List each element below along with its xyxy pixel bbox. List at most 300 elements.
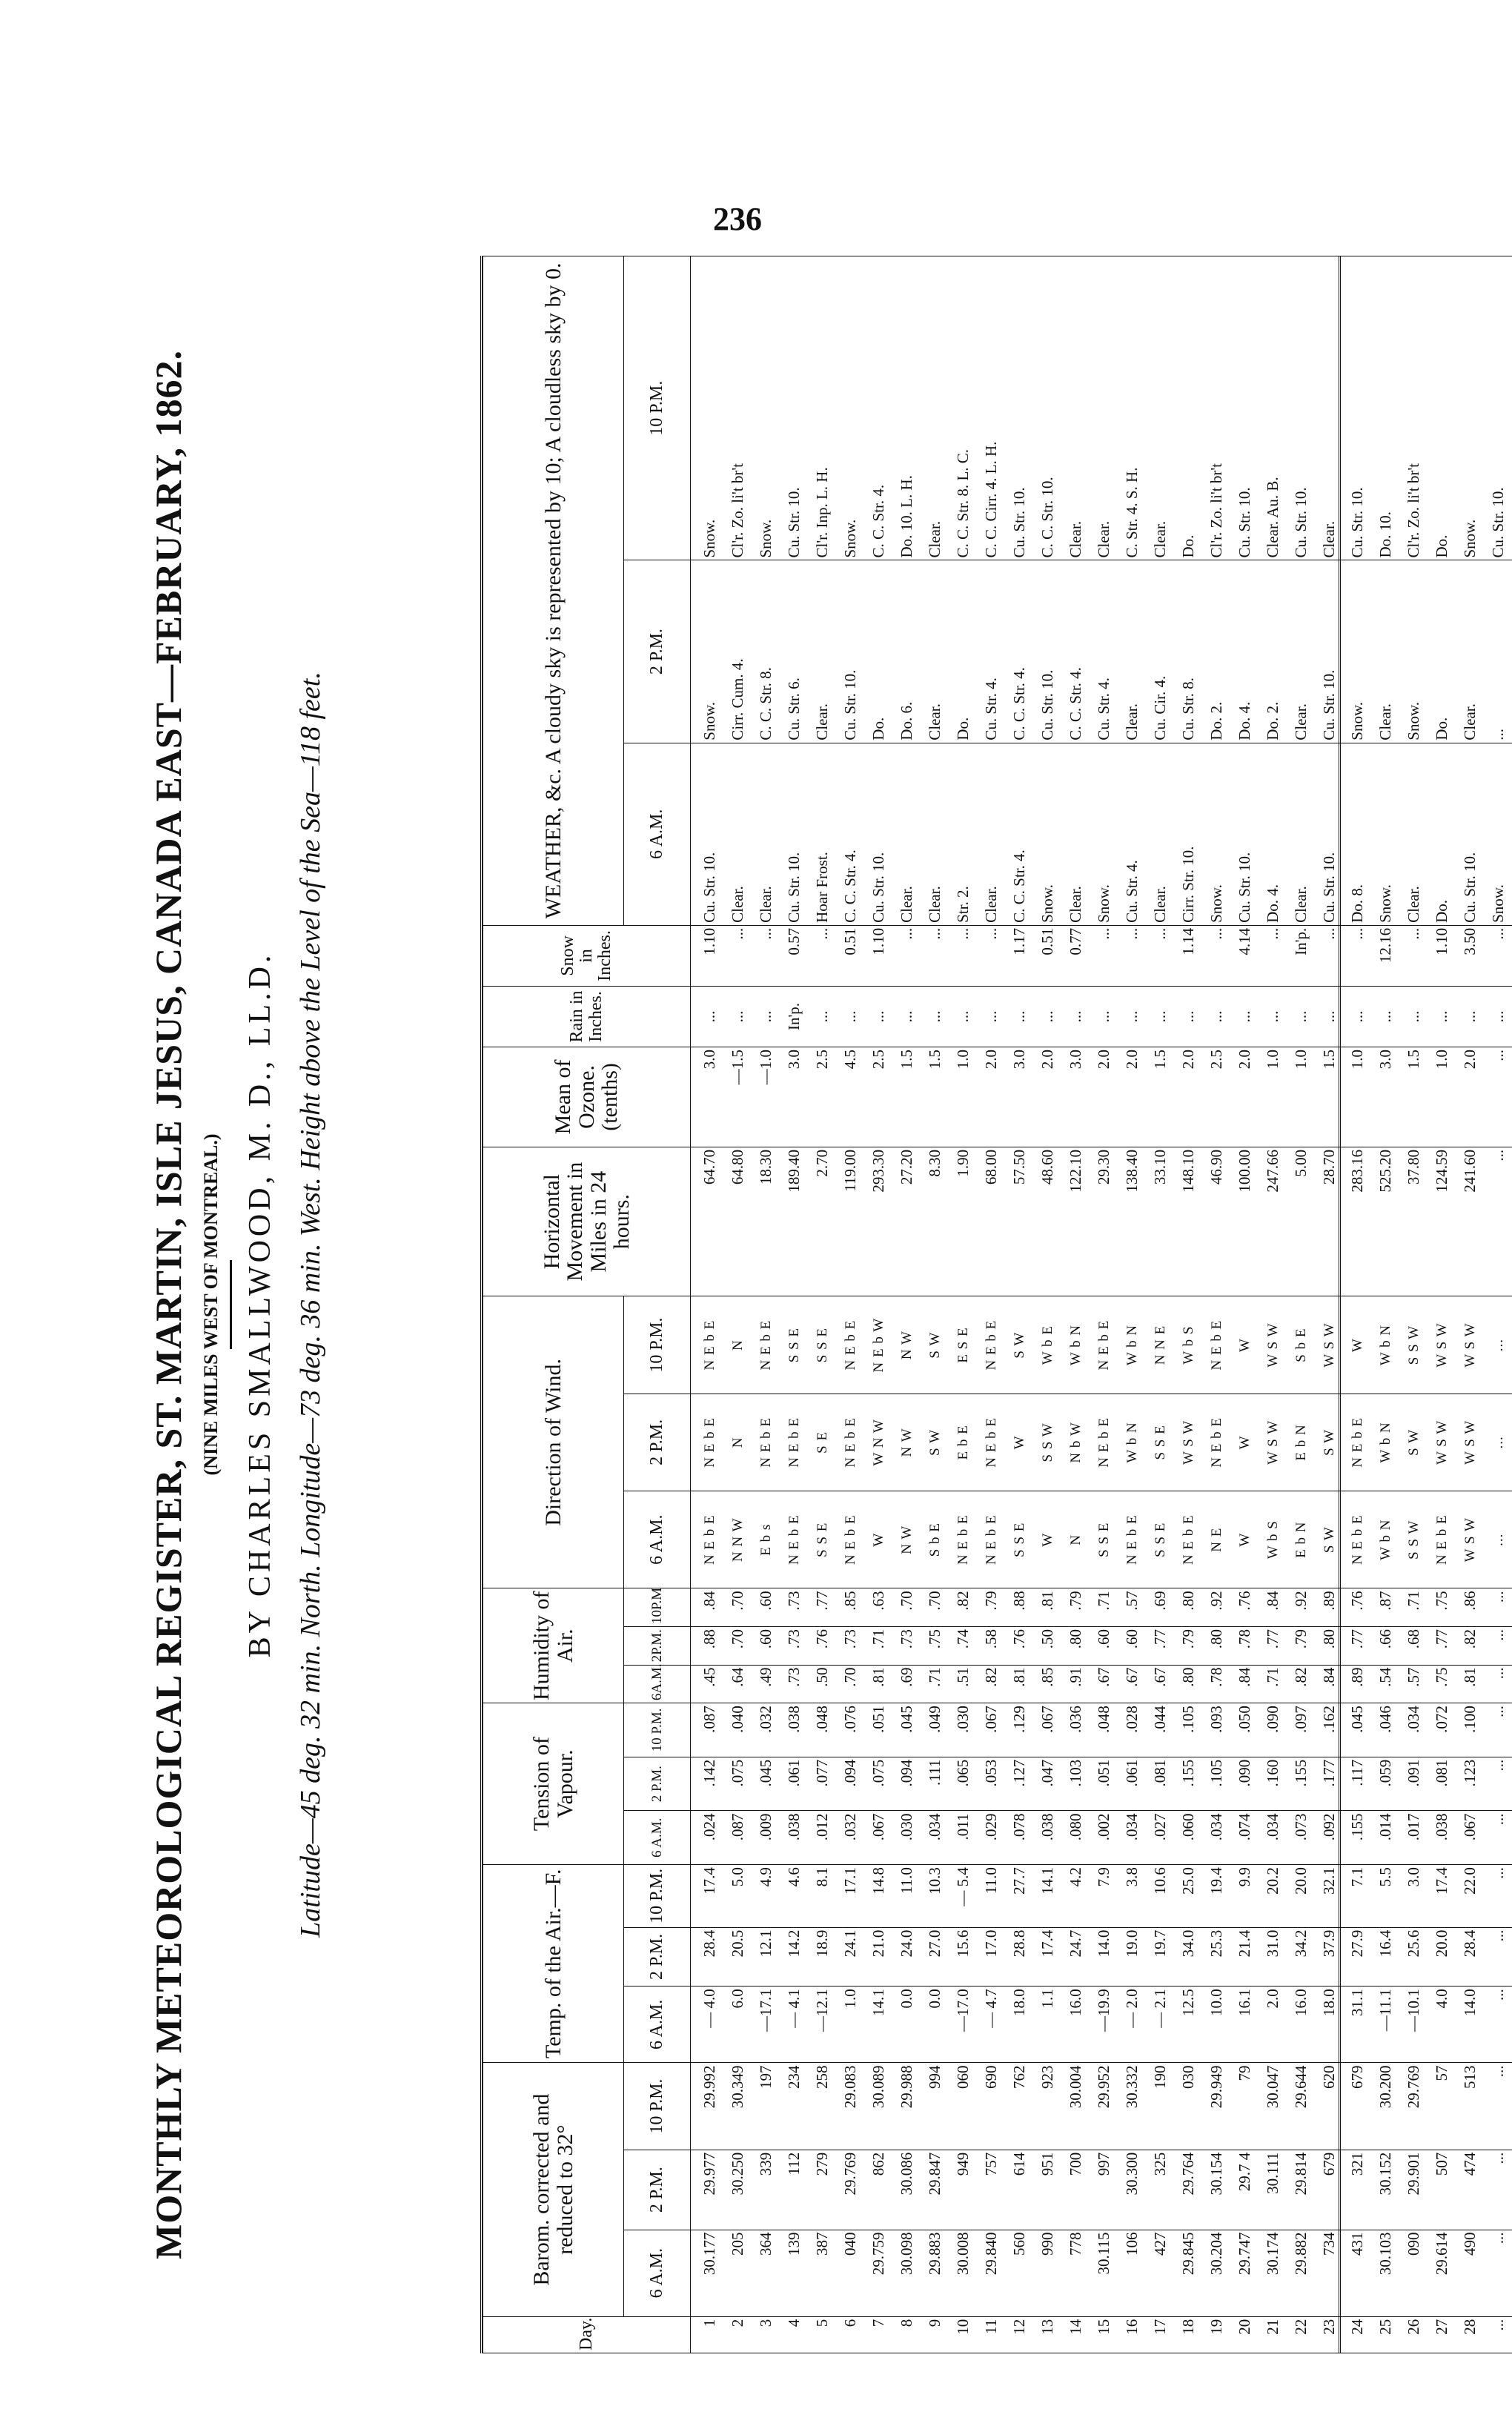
cell-barom-2pm: 29.764 <box>1174 2150 1202 2230</box>
cell-wind-6am: N E b E <box>1174 1491 1202 1588</box>
cell-rain: ... <box>949 986 977 1047</box>
cell-humidity-10pm: .57 <box>1118 1588 1146 1627</box>
cell-weather-10pm: Do. <box>1174 256 1202 561</box>
cell-wind-6am: N E b E <box>691 1491 724 1588</box>
cell-weather-2pm: Cu. Str. 4. <box>1090 560 1118 743</box>
cell-temp-2pm: 28.8 <box>1005 1927 1033 1986</box>
cell-wind-6am: N E b E <box>977 1491 1005 1588</box>
cell-day: 21 <box>1259 2316 1287 2353</box>
cell-temp-2pm: 16.4 <box>1371 1927 1399 1986</box>
cell-tension-10pm: .045 <box>1343 1703 1371 1757</box>
cell-weather-6am: Clear. <box>723 743 752 925</box>
cell-temp-10pm: 32.1 <box>1315 1865 1343 1927</box>
cell-horizontal-movement: 68.00 <box>977 1147 1005 1296</box>
cell-tension-10pm: .129 <box>1005 1703 1033 1757</box>
cell-humidity-10pm: .82 <box>949 1588 977 1627</box>
cell-wind-2pm: S S W <box>1033 1394 1061 1491</box>
cell-weather-2pm: Do. <box>864 560 892 743</box>
cell-ozone: 2.0 <box>1230 1047 1259 1147</box>
cell-wind-10pm: W <box>1230 1296 1259 1394</box>
cell-day: 2 <box>723 2316 752 2353</box>
cell-weather-6am: Cu. Str. 10. <box>780 743 808 925</box>
cell-temp-6am: 0.0 <box>892 1986 921 2063</box>
cell-horizontal-movement: 138.40 <box>1118 1147 1146 1296</box>
cell-horizontal-movement: 33.10 <box>1146 1147 1174 1296</box>
cell-wind-10pm: ... <box>1484 1296 1512 1394</box>
cell-temp-10pm: 25.0 <box>1174 1865 1202 1927</box>
cell-tension-6am: .078 <box>1005 1811 1033 1865</box>
cell-wind-6am: W S W <box>1456 1491 1484 1588</box>
cell-temp-6am: —17.0 <box>949 1986 977 2063</box>
cell-barom-2pm: 951 <box>1033 2150 1061 2230</box>
cell-ozone: 2.5 <box>864 1047 892 1147</box>
table-row <box>808 256 836 2353</box>
cell-ozone: ... <box>1484 1047 1512 1147</box>
cell-temp-10pm: ... <box>1484 1865 1512 1927</box>
col-humidity: Humidity of Air. <box>483 1588 624 1703</box>
cell-temp-2pm: 20.5 <box>723 1927 752 1986</box>
cell-snow: ... <box>1399 925 1428 986</box>
cell-temp-10pm: 20.2 <box>1259 1865 1287 1927</box>
cell-tension-2pm: .155 <box>1287 1757 1315 1811</box>
cell-tension-10pm: .048 <box>808 1703 836 1757</box>
cell-wind-2pm: N b W <box>1061 1394 1090 1491</box>
register-table-wrap <box>480 256 1507 2353</box>
cell-tension-10pm: .076 <box>836 1703 864 1757</box>
cell-weather-2pm: Cirr. Cum. 4. <box>723 560 752 743</box>
cell-weather-10pm: Cl'r. Zo. li't br't <box>723 256 752 561</box>
cell-humidity-2pm: .80 <box>1061 1626 1090 1665</box>
cell-snow: 0.57 <box>780 925 808 986</box>
cell-tension-2pm: .103 <box>1061 1757 1090 1811</box>
cell-humidity-2pm: .68 <box>1399 1626 1428 1665</box>
cell-day: 17 <box>1146 2316 1174 2353</box>
cell-horizontal-movement: ... <box>1484 1147 1512 1296</box>
cell-snow: ... <box>1343 925 1371 986</box>
cell-humidity-6am: .54 <box>1371 1665 1399 1703</box>
cell-wind-10pm: N E b E <box>1202 1296 1230 1394</box>
cell-snow: ... <box>892 925 921 986</box>
cell-temp-6am: 12.5 <box>1174 1986 1202 2063</box>
cell-wind-10pm: N E b E <box>1090 1296 1118 1394</box>
cell-rain: ... <box>1090 986 1118 1047</box>
cell-tension-6am: .032 <box>836 1811 864 1865</box>
cell-humidity-6am: .84 <box>1315 1665 1343 1703</box>
cell-humidity-6am: .67 <box>1090 1665 1118 1703</box>
table-row <box>1456 256 1484 2353</box>
cell-barom-2pm: 29.977 <box>691 2150 724 2230</box>
cell-humidity-10pm: .76 <box>1230 1588 1259 1627</box>
cell-humidity-2pm: .75 <box>921 1626 949 1665</box>
cell-weather-2pm: Do. <box>1428 560 1456 743</box>
cell-tension-10pm: .051 <box>864 1703 892 1757</box>
cell-wind-6am: S S E <box>808 1491 836 1588</box>
cell-temp-10pm: 10.3 <box>921 1865 949 1927</box>
cell-weather-2pm: Clear. <box>1118 560 1146 743</box>
cell-temp-10pm: 17.1 <box>836 1865 864 1927</box>
cell-tension-10pm: .067 <box>1033 1703 1061 1757</box>
cell-weather-10pm: Do. 10. <box>1371 256 1399 561</box>
cell-wind-6am: N <box>1061 1491 1090 1588</box>
cell-day: 3 <box>752 2316 780 2353</box>
cell-snow: ... <box>1118 925 1146 986</box>
cell-rain: ... <box>1146 986 1174 1047</box>
cell-temp-2pm: 19.7 <box>1146 1927 1174 1986</box>
cell-wind-2pm: W N W <box>864 1394 892 1491</box>
cell-barom-6am: 30.204 <box>1202 2230 1230 2316</box>
cell-snow: 1.14 <box>1174 925 1202 986</box>
cell-temp-6am: 16.1 <box>1230 1986 1259 2063</box>
cell-horizontal-movement: 124.59 <box>1428 1147 1456 1296</box>
cell-day: 14 <box>1061 2316 1090 2353</box>
cell-horizontal-movement: 1.90 <box>949 1147 977 1296</box>
cell-wind-10pm: N W <box>892 1296 921 1394</box>
cell-rain: In'p. <box>780 986 808 1047</box>
cell-weather-2pm: Do. 2. <box>1259 560 1287 743</box>
table-row <box>977 256 1005 2353</box>
cell-horizontal-movement: 293.30 <box>864 1147 892 1296</box>
cell-wind-2pm: E b E <box>949 1394 977 1491</box>
cell-tension-10pm: .100 <box>1456 1703 1484 1757</box>
cell-temp-6am: 16.0 <box>1287 1986 1315 2063</box>
cell-snow: ... <box>1315 925 1343 986</box>
cell-tension-10pm: .030 <box>949 1703 977 1757</box>
cell-humidity-10pm: .71 <box>1399 1588 1428 1627</box>
cell-barom-10pm: 79 <box>1230 2063 1259 2150</box>
cell-weather-6am: Snow. <box>1484 743 1512 925</box>
cell-barom-2pm: 29.769 <box>836 2150 864 2230</box>
col-hum-6am: 6A.M. <box>624 1665 691 1703</box>
cell-wind-2pm: W S W <box>1456 1394 1484 1491</box>
cell-snow: ... <box>1484 925 1512 986</box>
cell-weather-2pm: C. C. Str. 4. <box>1005 560 1033 743</box>
cell-snow: 1.17 <box>1005 925 1033 986</box>
cell-tension-10pm: .040 <box>723 1703 752 1757</box>
cell-day: 6 <box>836 2316 864 2353</box>
cell-horizontal-movement: 48.60 <box>1033 1147 1061 1296</box>
cell-tension-2pm: .047 <box>1033 1757 1061 1811</box>
cell-humidity-10pm: .76 <box>1343 1588 1371 1627</box>
cell-wind-10pm: W S W <box>1428 1296 1456 1394</box>
cell-tension-2pm: .160 <box>1259 1757 1287 1811</box>
cell-weather-10pm: Snow. <box>752 256 780 561</box>
cell-rain: ... <box>892 986 921 1047</box>
cell-tension-2pm: .061 <box>1118 1757 1146 1811</box>
cell-temp-2pm: 25.3 <box>1202 1927 1230 1986</box>
cell-weather-2pm: Snow. <box>1343 560 1371 743</box>
cell-ozone: 3.0 <box>780 1047 808 1147</box>
cell-wind-2pm: N E b E <box>1090 1394 1118 1491</box>
cell-wind-10pm: N E b E <box>977 1296 1005 1394</box>
col-weather-6am: 6 A.M. <box>624 743 691 925</box>
cell-temp-10pm: 9.9 <box>1230 1865 1259 1927</box>
table-row <box>1287 256 1315 2353</box>
cell-wind-6am: N E b E <box>949 1491 977 1588</box>
table-row <box>1174 256 1202 2353</box>
register-sheet <box>139 256 1507 2353</box>
col-hum-2pm: 2P.M. <box>624 1626 691 1665</box>
cell-weather-6am: Cu. Str. 10. <box>691 743 724 925</box>
cell-snow: ... <box>1146 925 1174 986</box>
cell-barom-6am: 387 <box>808 2230 836 2316</box>
author-line: BY CHARLES SMALLWOOD, M. D., LL.D. <box>243 951 277 1658</box>
cell-barom-10pm: 30.089 <box>864 2063 892 2150</box>
cell-wind-6am: N N W <box>723 1491 752 1588</box>
cell-snow: In'p. <box>1287 925 1315 986</box>
cell-humidity-6am: .69 <box>892 1665 921 1703</box>
cell-humidity-6am: .73 <box>780 1665 808 1703</box>
cell-barom-10pm: 234 <box>780 2063 808 2150</box>
cell-ozone: 1.5 <box>1315 1047 1343 1147</box>
cell-weather-6am: Cu. Str. 10. <box>864 743 892 925</box>
cell-barom-6am: 30.115 <box>1090 2230 1118 2316</box>
cell-humidity-6am: .49 <box>752 1665 780 1703</box>
cell-ozone: 2.5 <box>1202 1047 1230 1147</box>
cell-tension-6am: .034 <box>1202 1811 1230 1865</box>
cell-tension-6am: .017 <box>1399 1811 1428 1865</box>
cell-temp-10pm: 19.4 <box>1202 1865 1230 1927</box>
cell-temp-6am: 14.0 <box>1456 1986 1484 2063</box>
cell-temp-2pm: 12.1 <box>752 1927 780 1986</box>
cell-humidity-6am: ... <box>1484 1665 1512 1703</box>
cell-snow: 1.10 <box>691 925 724 986</box>
cell-snow: 0.51 <box>836 925 864 986</box>
cell-humidity-6am: .71 <box>921 1665 949 1703</box>
cell-temp-10pm: 11.0 <box>892 1865 921 1927</box>
cell-temp-2pm: 17.4 <box>1033 1927 1061 1986</box>
cell-humidity-10pm: .81 <box>1033 1588 1061 1627</box>
col-barometer: Barom. corrected and reduced to 32° <box>483 2063 624 2316</box>
cell-humidity-6am: .45 <box>691 1665 724 1703</box>
cell-humidity-6am: .91 <box>1061 1665 1090 1703</box>
cell-temp-6am: — 4.7 <box>977 1986 1005 2063</box>
table-row <box>864 256 892 2353</box>
cell-wind-2pm: S W <box>1315 1394 1343 1491</box>
cell-wind-10pm: W S W <box>1456 1296 1484 1394</box>
cell-temp-6am: 16.0 <box>1061 1986 1090 2063</box>
cell-snow: 12.16 <box>1371 925 1399 986</box>
cell-temp-10pm: 20.0 <box>1287 1865 1315 1927</box>
cell-temp-10pm: 17.4 <box>1428 1865 1456 1927</box>
cell-temp-2pm: 19.0 <box>1118 1927 1146 1986</box>
col-wind-6am: 6 A.M. <box>624 1491 691 1588</box>
cell-day: 26 <box>1399 2316 1428 2353</box>
cell-humidity-2pm: ... <box>1484 1626 1512 1665</box>
cell-snow: 0.51 <box>1033 925 1061 986</box>
table-row <box>691 256 724 2353</box>
cell-tension-2pm: .155 <box>1174 1757 1202 1811</box>
cell-weather-10pm: Cu. Str. 10. <box>780 256 808 561</box>
cell-humidity-2pm: .73 <box>836 1626 864 1665</box>
cell-barom-6am: 29.759 <box>864 2230 892 2316</box>
cell-wind-2pm: W <box>1005 1394 1033 1491</box>
col-ozone: Mean of Ozone. (tenths) <box>483 1047 691 1147</box>
cell-temp-6am: 10.0 <box>1202 1986 1230 2063</box>
cell-ozone: 1.5 <box>1146 1047 1174 1147</box>
cell-temp-10pm: 27.7 <box>1005 1865 1033 1927</box>
cell-horizontal-movement: 27.20 <box>892 1147 921 1296</box>
cell-weather-10pm: C. C. Str. 8. L. C. <box>949 256 977 561</box>
table-row <box>1371 256 1399 2353</box>
cell-weather-6am: C. C. Str. 4. <box>836 743 864 925</box>
cell-day: 11 <box>977 2316 1005 2353</box>
cell-ozone: —1.5 <box>723 1047 752 1147</box>
cell-temp-10pm: — 5.4 <box>949 1865 977 1927</box>
cell-temp-10pm: 17.4 <box>691 1865 724 1927</box>
cell-humidity-6am: .84 <box>1230 1665 1259 1703</box>
cell-barom-10pm: 190 <box>1146 2063 1174 2150</box>
cell-tension-6am: .002 <box>1090 1811 1118 1865</box>
cell-weather-10pm: Cu. Str. 10. <box>1484 256 1512 561</box>
cell-tension-10pm: .050 <box>1230 1703 1259 1757</box>
cell-temp-6am: 2.0 <box>1259 1986 1287 2063</box>
cell-humidity-6am: .78 <box>1202 1665 1230 1703</box>
cell-temp-2pm: 14.0 <box>1090 1927 1118 1986</box>
cell-wind-10pm: N E b E <box>752 1296 780 1394</box>
cell-tension-10pm: .090 <box>1259 1703 1287 1757</box>
cell-barom-6am: 090 <box>1399 2230 1428 2316</box>
cell-tension-2pm: .061 <box>780 1757 808 1811</box>
cell-horizontal-movement: 525.20 <box>1371 1147 1399 1296</box>
cell-wind-2pm: N E b E <box>780 1394 808 1491</box>
cell-tension-6am: ... <box>1484 1811 1512 1865</box>
cell-wind-2pm: S S E <box>1146 1394 1174 1491</box>
cell-weather-2pm: C. C. Str. 4. <box>1061 560 1090 743</box>
cell-barom-6am: 431 <box>1343 2230 1371 2316</box>
cell-temp-6am: 1.0 <box>836 1986 864 2063</box>
table-row <box>1315 256 1343 2353</box>
cell-wind-6am: W <box>1033 1491 1061 1588</box>
table-row <box>780 256 808 2353</box>
cell-horizontal-movement: 64.80 <box>723 1147 752 1296</box>
cell-wind-10pm: W b S <box>1174 1296 1202 1394</box>
cell-barom-10pm: 30.047 <box>1259 2063 1287 2150</box>
cell-weather-10pm: Clear. <box>1315 256 1343 561</box>
cell-humidity-10pm: .69 <box>1146 1588 1174 1627</box>
cell-barom-10pm: 30.004 <box>1061 2063 1090 2150</box>
cell-tension-10pm: .044 <box>1146 1703 1174 1757</box>
cell-ozone: 1.5 <box>1399 1047 1428 1147</box>
cell-weather-6am: Snow. <box>1371 743 1399 925</box>
cell-ozone: 3.0 <box>1005 1047 1033 1147</box>
cell-tension-10pm: .045 <box>892 1703 921 1757</box>
cell-humidity-2pm: .73 <box>780 1626 808 1665</box>
cell-temp-2pm: 20.0 <box>1428 1927 1456 1986</box>
cell-rain: ... <box>1061 986 1090 1047</box>
cell-rain: ... <box>1174 986 1202 1047</box>
cell-humidity-2pm: .76 <box>1005 1626 1033 1665</box>
cell-horizontal-movement: 57.50 <box>1005 1147 1033 1296</box>
cell-wind-6am: N E b E <box>780 1491 808 1588</box>
cell-weather-6am: Clear. <box>1399 743 1428 925</box>
cell-tension-6am: .009 <box>752 1811 780 1865</box>
cell-barom-10pm: 30.332 <box>1118 2063 1146 2150</box>
cell-rain: ... <box>1343 986 1371 1047</box>
cell-snow: ... <box>949 925 977 986</box>
cell-wind-10pm: S b E <box>1287 1296 1315 1394</box>
cell-tension-6am: .038 <box>1033 1811 1061 1865</box>
cell-wind-6am: W <box>864 1491 892 1588</box>
cell-rain: ... <box>1118 986 1146 1047</box>
cell-tension-2pm: .127 <box>1005 1757 1033 1811</box>
cell-rain: ... <box>752 986 780 1047</box>
table-row <box>723 256 752 2353</box>
cell-weather-2pm: Cu. Str. 4. <box>977 560 1005 743</box>
cell-barom-6am: 30.177 <box>691 2230 724 2316</box>
cell-weather-10pm: Clear. <box>1146 256 1174 561</box>
cell-rain: ... <box>836 986 864 1047</box>
cell-temp-6am: — 2.0 <box>1118 1986 1146 2063</box>
cell-weather-10pm: Cu. Str. 10. <box>1005 256 1033 561</box>
cell-horizontal-movement: 119.00 <box>836 1147 864 1296</box>
location-line: Latitude—45 deg. 32 min. North. Longitude—73 deg. 36 min. West. Height above the Level of the Sea—118 feet. <box>295 672 326 1938</box>
cell-barom-6am: 29.747 <box>1230 2230 1259 2316</box>
col-barom-6am: 6 A.M. <box>624 2230 691 2316</box>
cell-barom-10pm: 29.952 <box>1090 2063 1118 2150</box>
cell-ozone: 1.0 <box>1259 1047 1287 1147</box>
cell-tension-2pm: .111 <box>921 1757 949 1811</box>
cell-wind-6am: W <box>1230 1491 1259 1588</box>
cell-wind-6am: S b E <box>921 1491 949 1588</box>
cell-barom-6am: ... <box>1484 2230 1512 2316</box>
cell-tension-6am: .034 <box>1259 1811 1287 1865</box>
cell-temp-10pm: 4.2 <box>1061 1865 1090 1927</box>
cell-barom-10pm: 197 <box>752 2063 780 2150</box>
col-tension-6am: 6 A.M. <box>624 1811 691 1865</box>
col-temperature: Temp. of the Air.—F. <box>483 1865 624 2063</box>
cell-barom-2pm: 997 <box>1090 2150 1118 2230</box>
cell-temp-6am: 6.0 <box>723 1986 752 2063</box>
cell-humidity-2pm: .66 <box>1371 1626 1399 1665</box>
cell-ozone: 1.0 <box>1343 1047 1371 1147</box>
register-table <box>483 256 1512 2353</box>
cell-barom-2pm: 30.250 <box>723 2150 752 2230</box>
cell-wind-10pm: S S E <box>780 1296 808 1394</box>
cell-temp-6am: — 2.1 <box>1146 1986 1174 2063</box>
col-wind-2pm: 2 P.M. <box>624 1394 691 1491</box>
cell-ozone: 1.0 <box>949 1047 977 1147</box>
cell-barom-6am: 040 <box>836 2230 864 2316</box>
cell-snow: ... <box>808 925 836 986</box>
cell-day: 8 <box>892 2316 921 2353</box>
cell-barom-2pm: 614 <box>1005 2150 1033 2230</box>
cell-wind-2pm: W <box>1230 1394 1259 1491</box>
cell-weather-6am: Str. 2. <box>949 743 977 925</box>
cell-weather-2pm: Do. <box>949 560 977 743</box>
cell-snow: ... <box>723 925 752 986</box>
table-row <box>1428 256 1456 2353</box>
col-tension-10pm: 10 P.M. <box>624 1703 691 1757</box>
cell-humidity-2pm: .77 <box>1428 1626 1456 1665</box>
cell-temp-10pm: 4.6 <box>780 1865 808 1927</box>
cell-humidity-2pm: .50 <box>1033 1626 1061 1665</box>
cell-wind-6am: N E b E <box>1118 1491 1146 1588</box>
cell-weather-10pm: Snow. <box>836 256 864 561</box>
cell-weather-10pm: Cu. Str. 10. <box>1287 256 1315 561</box>
cell-ozone: 2.0 <box>1033 1047 1061 1147</box>
cell-tension-10pm: ... <box>1484 1703 1512 1757</box>
cell-barom-2pm: 339 <box>752 2150 780 2230</box>
cell-barom-10pm: ... <box>1484 2063 1512 2150</box>
cell-humidity-10pm: .63 <box>864 1588 892 1627</box>
cell-barom-10pm: 29.992 <box>691 2063 724 2150</box>
table-row <box>1146 256 1174 2353</box>
cell-wind-10pm: W S W <box>1259 1296 1287 1394</box>
cell-tension-6am: .067 <box>1456 1811 1484 1865</box>
cell-barom-10pm: 994 <box>921 2063 949 2150</box>
cell-tension-6am: .073 <box>1287 1811 1315 1865</box>
cell-weather-10pm: Do. <box>1428 256 1456 561</box>
